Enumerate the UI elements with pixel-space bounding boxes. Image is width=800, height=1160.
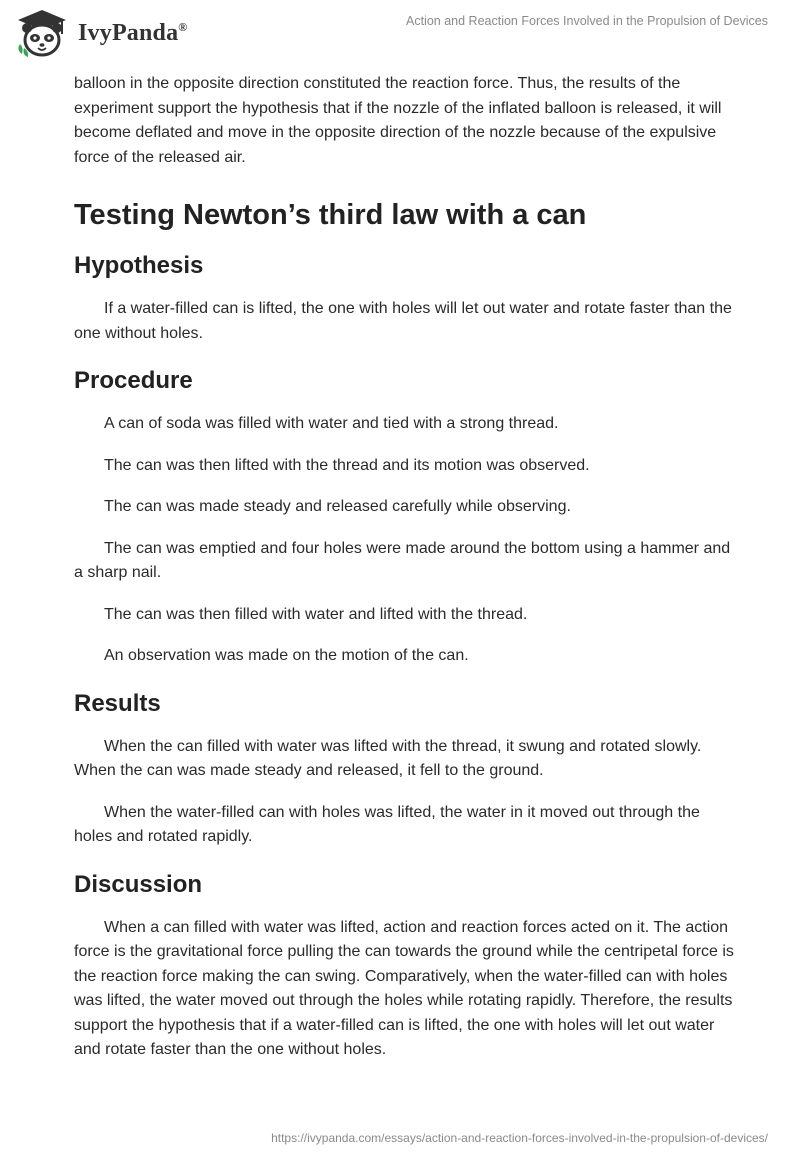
procedure-heading: Procedure <box>74 367 193 394</box>
panda-graduate-icon <box>14 8 70 60</box>
results-paragraph: When the water-filled can with holes was lifted, the water in it moved out through the holes and rotated rapidly. <box>74 803 700 845</box>
results-paragraph: When the can filled with water was lifted with the thread, it swung and rotated slowly. When the can was made steady and released, it fell to the ground. <box>74 737 702 779</box>
registered-mark: ® <box>178 20 188 34</box>
procedure-step: The can was emptied and four holes were made around the bottom using a hammer and a sharp nail. <box>74 539 731 581</box>
procedure-step: The can was then lifted with the thread and its motion was observed. <box>104 456 590 474</box>
procedure-step: An observation was made on the motion of the can. <box>104 647 469 664</box>
source-url[interactable]: https://ivypanda.com/essays/action-and-reaction-forces-involved-in-the-propulsion-of-devices/ <box>271 1131 768 1145</box>
page-header <box>0 0 800 64</box>
document-title: Action and Reaction Forces Involved in the Propulsion of Devices <box>406 14 768 28</box>
section-title: Testing Newton’s third law with a can <box>74 199 587 231</box>
intro-paragraph: balloon in the opposite direction constituted the reaction force. Thus, the results of the experiment support the hypothesis that if the nozzle of the inflated balloon is released, it will become deflated and move in the opposite direction of the nozzle because of the expulsive force of the released air. <box>74 75 722 166</box>
procedure-step: A can of soda was filled with water and tied with a strong thread. <box>104 415 559 432</box>
hypothesis-text: If a water-filled can is lifted, the one with holes will let out water and rotate faster than the one without holes. <box>74 300 732 342</box>
procedure-step: The can was made steady and released carefully while observing. <box>104 498 571 515</box>
procedure-step: The can was then filled with water and lifted with the thread. <box>104 605 528 623</box>
discussion-text: When a can filled with water was lifted, action and reaction forces acted on it. The action force is the gravitational force pulling the can towards the ground while the centripetal force is the reaction force making the can swing. Comparatively, when the water-filled can with holes was lifted, the water moved out through the holes while rotating rapidly. Therefore, the results support the hypothesis that if a water-filled can is lifted, the one with holes will let out water and rotate faster than the one without holes. <box>74 918 734 1058</box>
essay-content <box>74 72 734 1063</box>
brand-name: IvyPanda® <box>78 20 188 46</box>
discussion-heading: Discussion <box>74 870 203 898</box>
ivypanda-logo[interactable] <box>14 8 204 60</box>
hypothesis-heading: Hypothesis <box>74 252 204 279</box>
results-heading: Results <box>74 689 161 717</box>
